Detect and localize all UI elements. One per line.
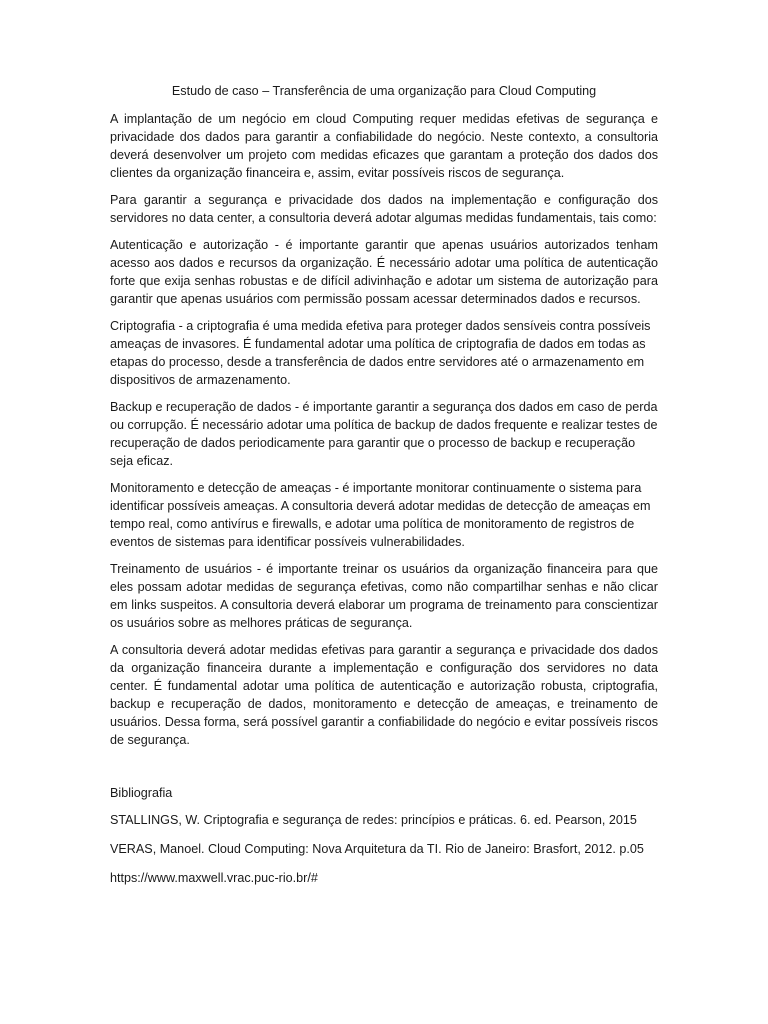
paragraph-cryptography: Criptografia - a criptografia é uma medida efetiva para proteger dados sensíveis contra possíveis ameaças de invasores. É fundamental adotar uma política de criptografia de dados em todas as etapas do processo, desde a transferência de dados entre servidores até o armazenamento em dispositivos de armazenamento. — [110, 319, 651, 387]
document-title: Estudo de caso – Transferência de uma organização para Cloud Computing — [171, 84, 597, 98]
bibliography-reference: STALLINGS, W. Criptografia e segurança de redes: princípios e práticas. 6. ed. Pearson, 2015 — [110, 813, 637, 827]
paragraph-conclusion: A consultoria deverá adotar medidas efetivas para garantir a segurança e privacidade dos dados da organização financeira durante a implementação e configuração dos servidores no data center. É fundamental adotar uma política de autenticação e autorização robusta, criptografia, backup e recuperação de dados, monitoramento e detecção de ameaças, e treinamento de usuários. Dessa forma, será possível garantir a confiabilidade do negócio e evitar possíveis riscos de segurança. — [110, 643, 658, 747]
paragraph-intro: A implantação de um negócio em cloud Computing requer medidas efetivas de segurança e privacidade dos dados para garantir a confiabilidade do negócio. Neste contexto, a consultoria deverá desenvolver um projeto com medidas eficazes que garantam a proteção dos dados dos clientes da organização financeira e, assim, evitar possíveis riscos de segurança. — [110, 112, 658, 180]
bibliography-reference: VERAS, Manoel. Cloud Computing: Nova Arquitetura da TI. Rio de Janeiro: Brasfort, 2012. p.05 — [110, 842, 644, 856]
paragraph-backup: Backup e recuperação de dados - é importante garantir a segurança dos dados em caso de perda ou corrupção. É necessário adotar uma política de backup de dados frequente e realizar testes de recuperação de dados periodicamente para garantir que o processo de backup e recuperação seja eficaz. — [110, 400, 658, 468]
paragraph-measures-intro: Para garantir a segurança e privacidade dos dados na implementação e configuração dos servidores no data center, a consultoria deverá adotar algumas medidas fundamentais, tais como: — [110, 193, 658, 225]
paragraph-training: Treinamento de usuários - é importante treinar os usuários da organização financeira para que eles possam adotar medidas de segurança efetivas, como não compartilhar senhas e não clicar em links suspeitos. A consultoria deverá elaborar um programa de treinamento para conscientizar os usuários sobre as melhores práticas de segurança. — [110, 562, 658, 630]
paragraph-monitoring: Monitoramento e detecção de ameaças - é importante monitorar continuamente o sistema para identificar possíveis ameaças. A consultoria deverá adotar medidas de detecção de ameaças em tempo real, como antivírus e firewalls, e adotar uma política de monitoramento de registros de eventos de sistemas para identificar possíveis vulnerabilidades. — [110, 481, 651, 549]
bibliography-heading: Bibliografia — [110, 786, 173, 800]
bibliography-link[interactable]: https://www.maxwell.vrac.puc-rio.br/# — [110, 871, 318, 885]
document-page — [110, 82, 658, 898]
paragraph-authentication: Autenticação e autorização - é importante garantir que apenas usuários autorizados tenham acesso aos dados e recursos da organização. É necessário adotar uma política de autenticação forte que exija senhas robustas e de difícil adivinhação e adotar um sistema de autorização para garantir que apenas usuários com permissão possam acessar determinados dados e recursos. — [110, 238, 658, 306]
section-spacer — [110, 758, 658, 784]
